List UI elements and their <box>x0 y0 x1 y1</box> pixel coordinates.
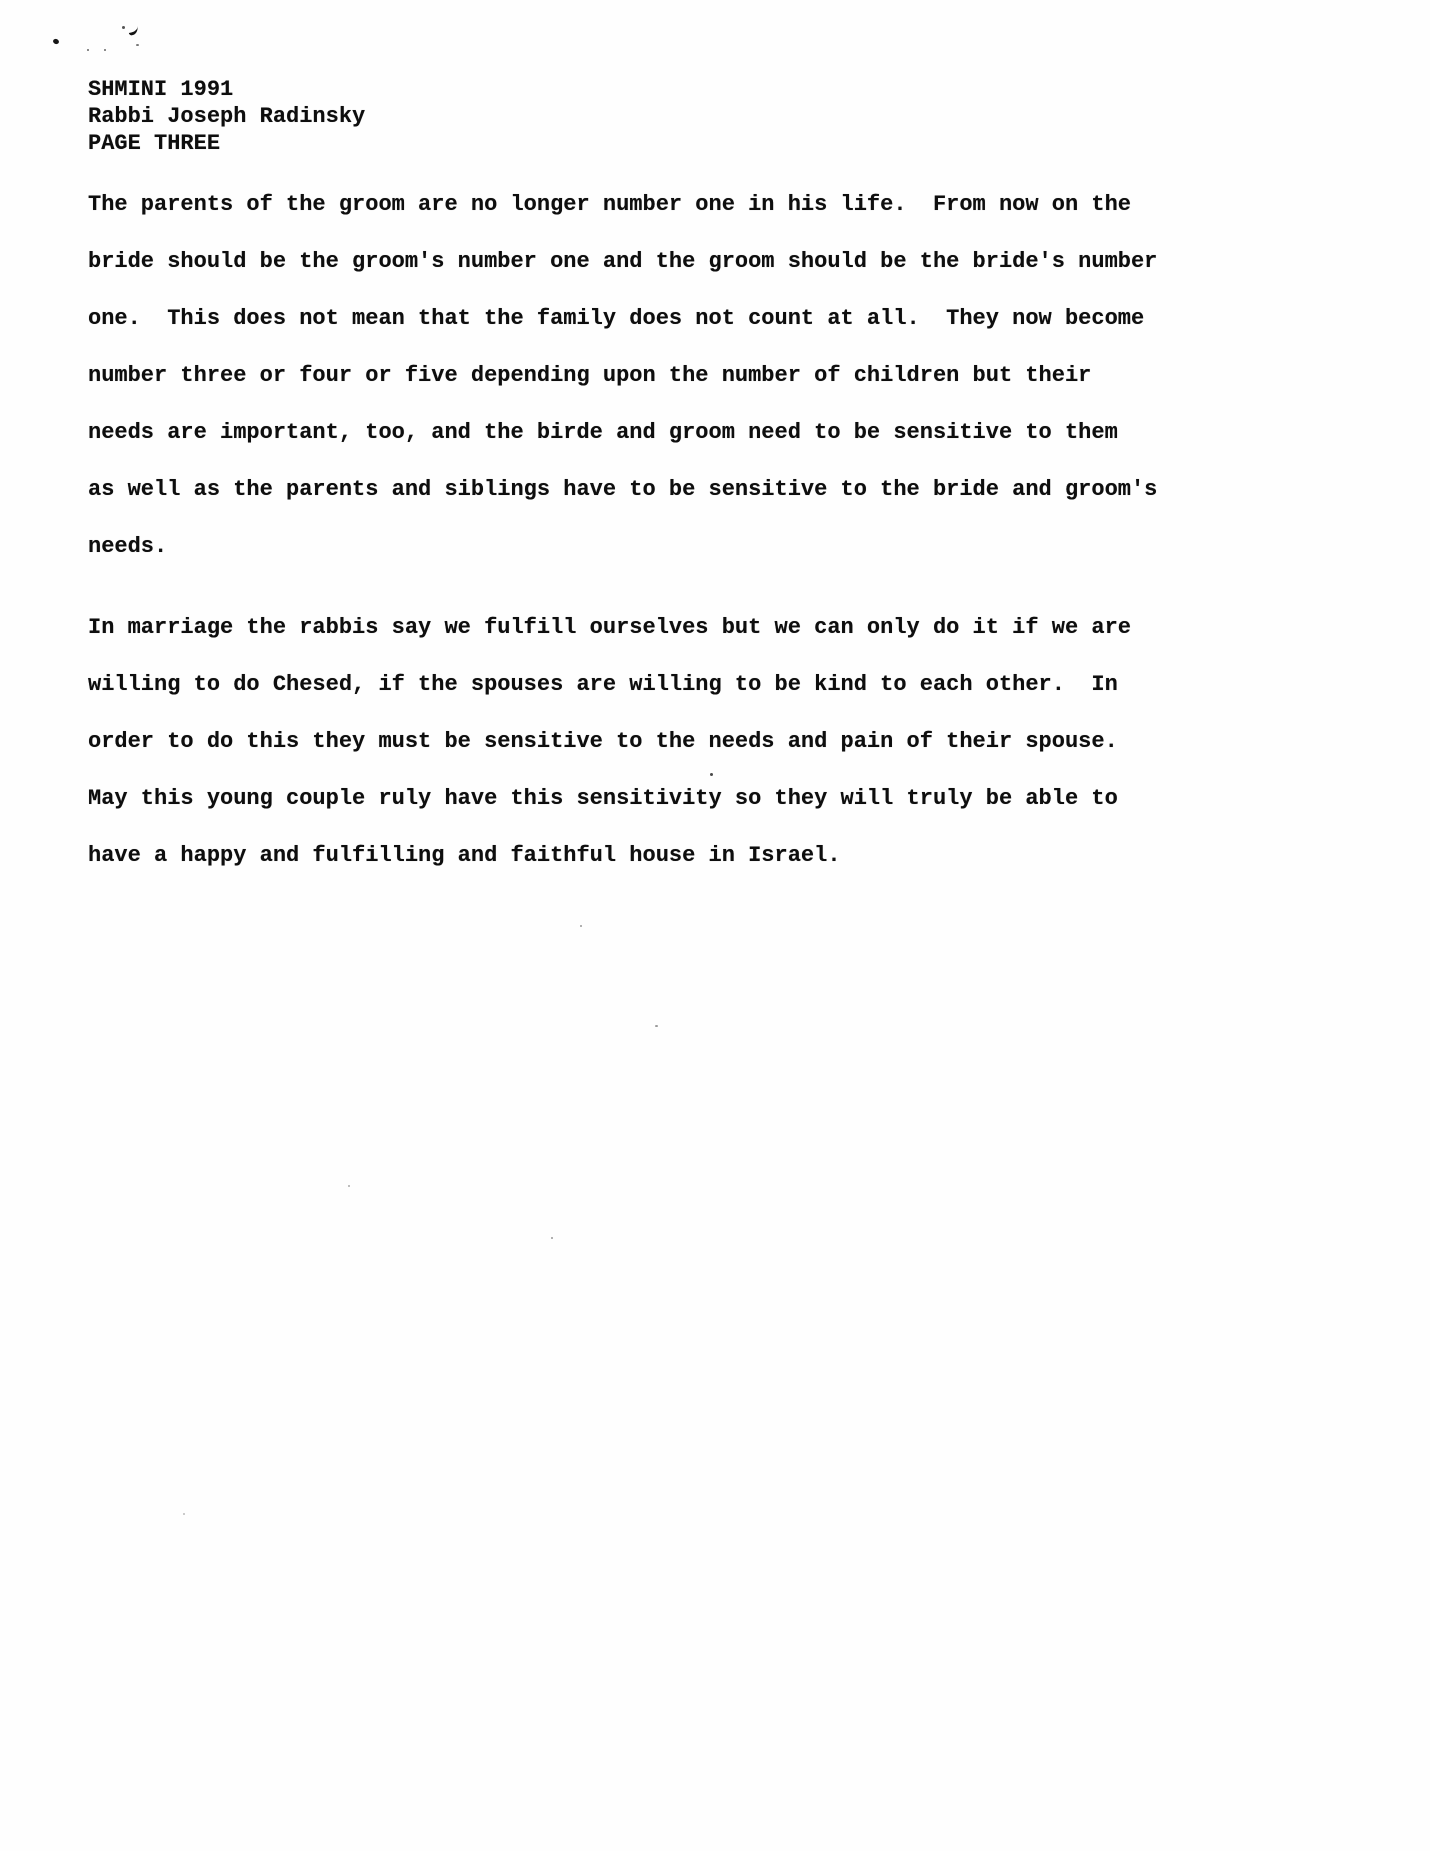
paragraph <box>88 176 1157 575</box>
body-line: have a happy and fulfilling and faithful house in Israel. <box>88 843 841 868</box>
ink-speck <box>655 1025 658 1027</box>
body-line: number three or four or five depending upon the number of children but their <box>88 363 1092 388</box>
header-page-label: PAGE THREE <box>88 131 221 156</box>
ink-speck <box>127 23 139 36</box>
ink-speck <box>104 49 106 51</box>
document-header <box>88 76 365 157</box>
body-line: one. This does not mean that the family does not count at all. They now become <box>88 306 1145 331</box>
body-line: order to do this they must be sensitive to the needs and pain of their spouse. <box>88 729 1118 754</box>
ink-speck <box>122 26 125 29</box>
ink-speck <box>551 1237 553 1239</box>
paragraph <box>88 599 1131 884</box>
header-author: Rabbi Joseph Radinsky <box>88 104 366 129</box>
ink-speck <box>580 925 582 927</box>
body-line: as well as the parents and siblings have to be sensitive to the bride and groom's <box>88 477 1158 502</box>
header-title: SHMINI 1991 <box>88 77 234 102</box>
ink-speck <box>348 1185 350 1187</box>
body-line: May this young couple ruly have this sensitivity so they will truly be able to <box>88 786 1118 811</box>
ink-speck <box>183 1513 185 1515</box>
body-line: needs. <box>88 534 168 559</box>
body-line: In marriage the rabbis say we fulfill ourselves but we can only do it if we are <box>88 615 1131 640</box>
ink-speck <box>136 44 139 46</box>
ink-speck <box>52 38 59 45</box>
body-line: willing to do Chesed, if the spouses are willing to be kind to each other. In <box>88 672 1118 697</box>
body-line: The parents of the groom are no longer number one in his life. From now on the <box>88 192 1131 217</box>
body-line: bride should be the groom's number one and the groom should be the bride's number <box>88 249 1158 274</box>
ink-speck <box>87 49 89 51</box>
body-line: needs are important, too, and the birde and groom need to be sensitive to them <box>88 420 1118 445</box>
